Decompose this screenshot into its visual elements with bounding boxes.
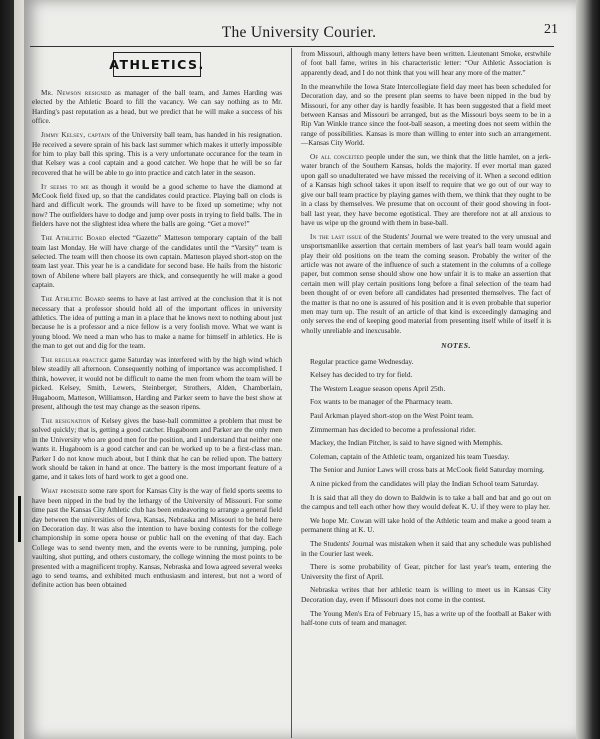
article-paragraph (32, 417, 282, 483)
paragraph-body: elected “Gazette” Matteson temporary captain of the ball team last Monday. He will have charge of the candidates until the “Varsity” team is selected. The team will then choose its own captain. Matteson played short-stop on the team last year. This year he is a candidate for second base. He hails from the historic town of Abilene where ball players are thick, and consequently he will make a good captain. (32, 234, 282, 290)
note-item: The Senior and Junior Laws will cross bats at McCook field Saturday morning. (310, 465, 545, 475)
paragraph-lead: It seems to me (41, 182, 89, 191)
section-heading: ATHLETICS. (109, 56, 205, 72)
paragraph-lead: Of all conceited (310, 153, 364, 162)
note-item: A nine picked from the candidates will play the Indian School team Saturday. (310, 479, 539, 489)
article-paragraph (301, 233, 551, 336)
paragraph-body: game Saturday was interfered with by the high wind which blew steadily all afternoon. Consequently nothing of importance was accomplished. I think, however, it would not be difficult to name the men from whom the team will be picked. Kelsey, Smith, Lewers, Steinberger, Strothers, Alden, Chamberlain, Hugaboom, Matteson, Williamson, Harding and Parker seem to have the best show at present, although the test may change as the season ripens. (32, 356, 282, 412)
section-heading-box (109, 52, 205, 77)
paragraph-body: seems to have at last arrived at the conclusion that it is not necessary that a professor should hold all of the important offices in university athletics. The idea of putting a man in a place that he knows next to nothing about just because he is a professor and a nice fellow is a very foolish move. What we want is young blood. We need a man who has to make a name for himself in athletics. He is the man to get out and dig for the team. (32, 295, 282, 351)
newspaper-page (24, 0, 576, 739)
paragraph-body: as though it would be a good scheme to have the diamond at McCook field fixed up, so that the candidates could practice. Playing ball on clods is hard and difficult work. The grounds will have to be fixed up sometime; why not now? The outfielders have to dodge and jump over posts in trying to field balls. The in fielders have not the slightest idea where the balls are going. “Get a move!” (32, 182, 282, 229)
article-paragraph (32, 295, 282, 351)
article-paragraph (32, 487, 282, 590)
binding-clip-mark (18, 496, 21, 542)
article-paragraph (301, 83, 551, 149)
article-paragraph (32, 131, 282, 178)
note-item: Mackey, the Indian Pitcher, is said to have signed with Memphis. (310, 438, 503, 448)
note-item: It is said that all they do down to Baldwin is to take a ball and bat and go out on the campus and tell each other how they would defeat K. U. if they were to play her. (301, 492, 551, 512)
column-divider (291, 48, 292, 738)
left-column-articles (32, 89, 282, 591)
note-item: Kelsey has decided to try for field. (310, 370, 413, 380)
article-paragraph (301, 50, 551, 78)
page-header-title: The University Courier. (221, 24, 377, 41)
paragraph-body: as manager of the ball team, and James Harding was elected by the Athletic Board to fill the vacancy. We can say nothing as to Mr. Harding's past reputation as a head, but we predict that he will make a success of his office. (32, 89, 282, 126)
header-rule (30, 46, 554, 47)
paragraph-lead: What promised (41, 487, 88, 496)
note-item: Regular practice game Wednesday. (310, 356, 414, 366)
paragraph-body: of Kelsey gives the base-ball committee a problem that must be solved quickly; that is, getting a good catcher. Hugaboom and Parker are the only men in the University who are good men for the position, and I understand that neither one wants it. Hugaboom is a good catcher and can be worked up to be a first-class man. Parker I do not know much about, but I think that he can be relied upon. The battery work should be taken in hand at once. The battery is the most important feature of a game, and it takes lots of hard work to get a good one. (32, 417, 282, 482)
notes-title: NOTES. (441, 341, 471, 351)
article-paragraph (32, 234, 282, 290)
note-item: Fox wants to be manager of the Pharmacy team. (310, 397, 453, 407)
note-item: There is some probability of Gear, pitcher for last year's team, entering the University the first of April. (301, 562, 551, 581)
paragraph-lead: The resignation (41, 417, 91, 425)
paragraph-lead: Mr. Newson resigned (41, 89, 112, 97)
note-item: Coleman, captain of the Athletic team, organized his team Tuesday. (310, 451, 510, 461)
note-item: The Young Men's Era of February 15, has a write up of the football at Baker with half-tone cuts of team and manager. (301, 608, 551, 628)
book-binding-right (576, 0, 600, 739)
notes-list (301, 357, 551, 628)
right-column (301, 50, 551, 738)
right-column-articles (301, 50, 551, 336)
paragraph-body: of the Students' Journal we were treated to the very unusual and unsportsmanlike assertion that certain members of last year's ball team would again play their old positions on the team the coming season. Probably the writer of the article was not aware of the influence of such a statement in the columns of a college paper, but common sense should show one how unfair it is to make an assertion that certain men will play certain positions long before a final selection of the team had been thought of or even before all candidates had presented themselves. The fact of the matter is that no one is assured of his position and it is even probable that superior men may turn up. The result of an article of that kind is exceedingly damaging and only serves the end of keeping good material from presenting itself while of itself it is wholly unreliable and inexcusable. (301, 232, 551, 335)
note-item: Nebraska writes that her athletic team is willing to meet us in Kansas City Decoration day, even if Missouri does not come in the contest. (301, 585, 551, 604)
page-number: 21 (544, 22, 558, 37)
note-item: Zimmerman has decided to become a professional rider. (310, 424, 476, 434)
note-item: Paul Arkman played short-stop on the West Point team. (310, 411, 474, 421)
paragraph-lead: The regular practice (41, 356, 108, 365)
paragraph-body: from Missouri, although many letters have been written. Lieutenant Smoke, erstwhile of foot ball fame, writes in his characteristic letter: “Our Athletic Association is apparently dead, and I do not think that you will hear any more of the matter.” (301, 50, 551, 77)
paragraph-lead: The Athletic Board (41, 295, 105, 304)
note-item: The Students' Journal was mistaken when it said that any schedule was published in the Courier last week. (301, 539, 551, 558)
paragraph-body: people under the sun, we think that the little hamlet, on a jerk-water branch of the Southern Kansas, holds the majority. If ever mortal man gazed upon gall so unadulterated we have missed the receiving of it. When a second edition of a Kansas high school takes it upon itself to require that we go out of our way to give our ball team practice by playing games with them, we think that they ought to be in a class by themselves. We presume that on occount of their good showing in foot-ball last year, they have become egotistical. They are therefore not at all anxious to have us wipe up the ground with them in base-ball. (301, 153, 551, 227)
paragraph-body: some rare sport for Kansas City is the way of field sports seems to have been nipped in the bud by the lethargy of the University of Missouri. For some time past the Kansas City Athletic club has been endeavoring to arrange a general field day between the universities of Iowa, Kansas, Nebraska and Missouri to be held here on Decoration day. It was also the intention to have boxing contests for the college championship in some opera house or public hall on the evening of that day. Each College was to send twenty men, and the events were to be running, jumping, pole vaulting, shot putting, and others customary, the college winning the most points to be presented with a magnificent trophy. Kansas, Nebraska and Iowa agreed several weeks ago to send teams, and exhibited much enthusiasm and interest, but not a word of definite action has been obtained (32, 487, 282, 590)
paragraph-lead: Jimmy Kelsey, captain (41, 131, 111, 140)
article-paragraph (32, 356, 282, 412)
note-item: The Western League season opens April 25th. (310, 383, 446, 393)
article-paragraph (32, 89, 282, 127)
note-item: We hope Mr. Cowan will take hold of the Athletic team and make a good team a permanent thing at K. U. (301, 515, 551, 535)
article-paragraph (301, 153, 551, 228)
left-column (32, 50, 282, 738)
paragraph-lead: The Athletic Board (41, 234, 107, 243)
paragraph-lead: In the last issue (310, 232, 362, 241)
paragraph-body: In the meanwhile the Iowa State Intercollegiate field day meet has been scheduled for Decoration day, and so the present plan seems to have been nipped in the bud by Missouri, for any other day is hardly feasible. It has been suggested that a field meet between Kansas and Missouri be arranged, but as the Missouri boys seem to be in a Rip Van Winkle trance since the foot-ball season, a meeting does not seem within the range of possibilities. Kansas is more than willing to enter into such an arrangement.—Kansas City World. (301, 82, 551, 148)
article-paragraph (32, 183, 282, 230)
paragraph-body: of the University ball team, has handed in his resignation. He received a severe sprain of his back last summer which makes it utterly impossible for him to play ball this spring. This is a very unfortunate occurance for the team in that Kelsey was a cool captain and a good catcher. We hope that he will be so far recovered that he will be able to go into practice and catch later in the season. (32, 131, 282, 177)
